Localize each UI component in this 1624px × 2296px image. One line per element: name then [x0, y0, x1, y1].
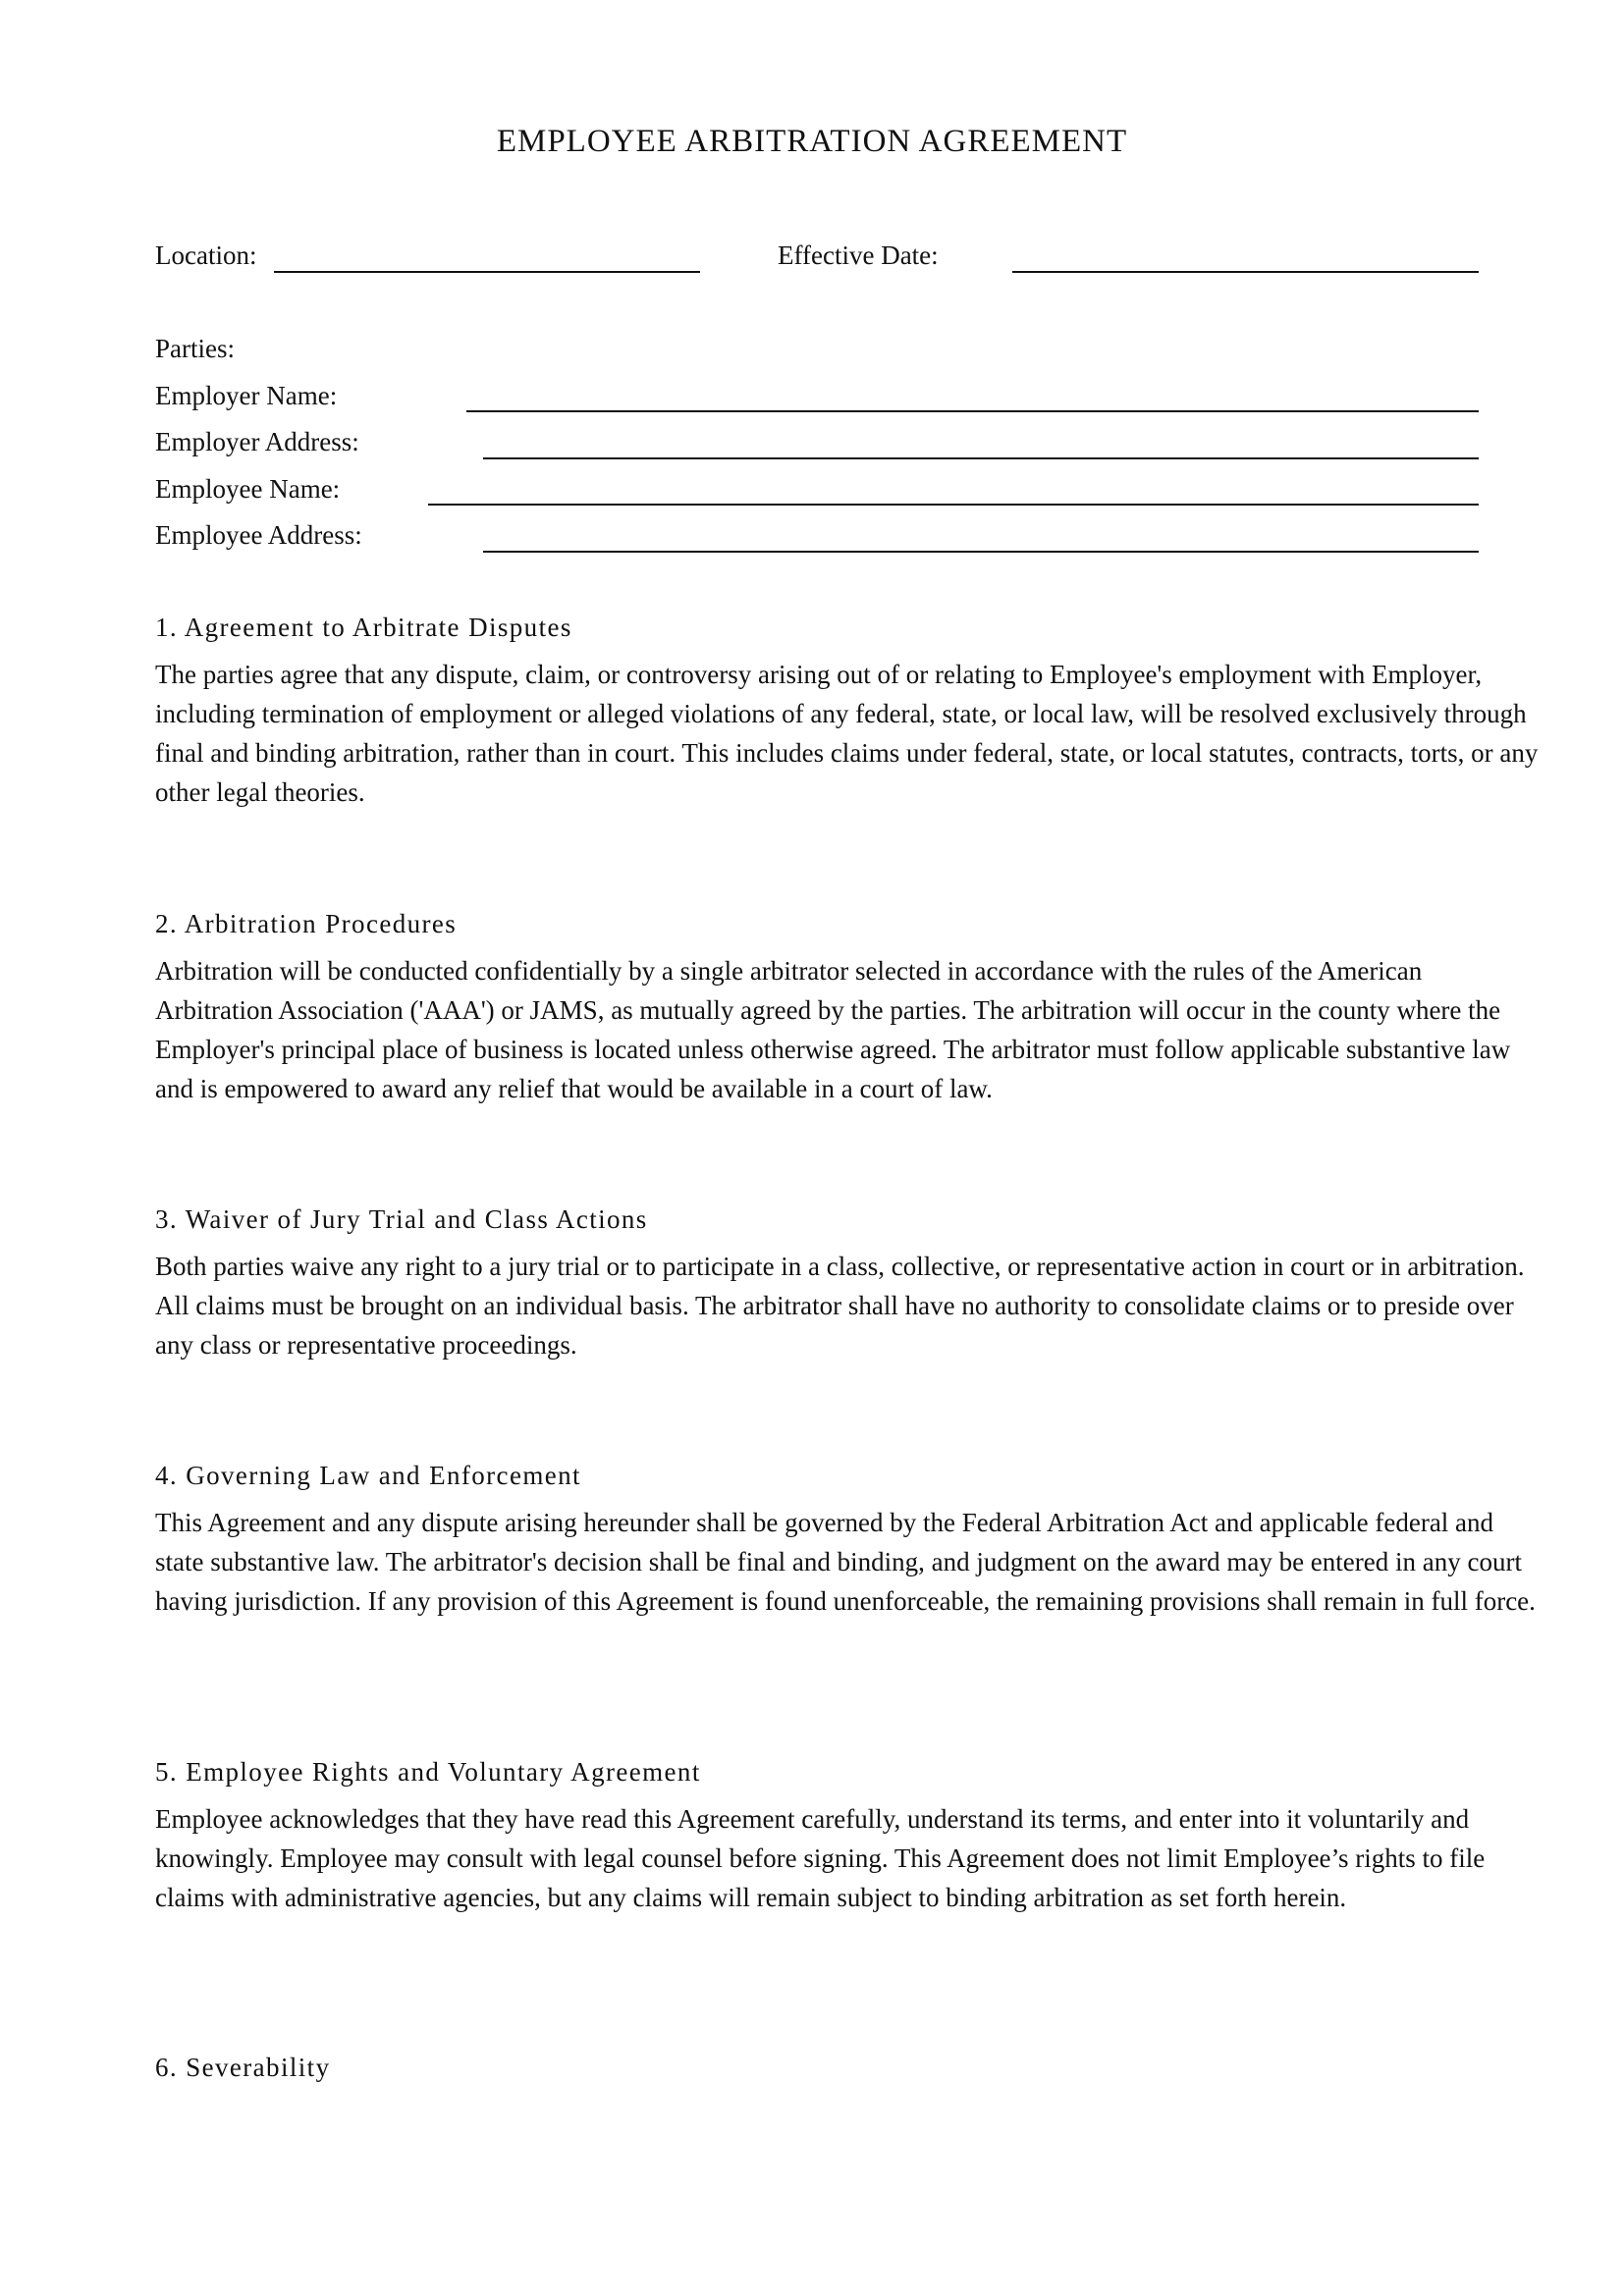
parties-heading: Parties: [155, 334, 235, 363]
section-heading: 4. Governing Law and Enforcement [155, 1461, 581, 1490]
location-label: Location: [155, 240, 257, 270]
section-body: This Agreement and any dispute arising hereunder shall be governed by the Federal Arbitration Act and applicable federal and state substantive law. The arbitrator's decision shall be final and binding, and judgment on the award may be entered in any court having jurisdiction. If any provision of this Agreement is found unenforceable, the remaining provisions shall remain in full force. [155, 1508, 1536, 1616]
section-heading: 2. Arbitration Procedures [155, 909, 458, 938]
section-body: Both parties waive any right to a jury trial or to participate in a class, collective, or representative action in court or in arbitration. All claims must be brought on an individual basis. The arbitrator shall have no authority to consolidate claims or to preside over any class or representative proceedings. [155, 1252, 1525, 1360]
location-field[interactable] [274, 271, 700, 273]
section-body: The parties agree that any dispute, claim, or controversy arising out of or relating to Employee's employment with Employer, including termination of employment or alleged violations of any federal, state, or local law, will be resolved exclusively through final and binding arbitration, rather than in court. This includes claims under federal, state, or local statutes, contracts, torts, or any other legal theories. [155, 660, 1539, 807]
employer-address-field[interactable] [483, 457, 1479, 459]
employee-name-label: Employee Name: [155, 474, 341, 504]
employee-name-field[interactable] [428, 504, 1479, 506]
employer-address-label: Employer Address: [155, 427, 359, 456]
employer-name-field[interactable] [466, 410, 1479, 412]
document-title: EMPLOYEE ARBITRATION AGREEMENT [496, 124, 1128, 159]
section-heading: 1. Agreement to Arbitrate Disputes [155, 613, 572, 642]
employee-address-field[interactable] [483, 551, 1479, 553]
employer-name-label: Employer Name: [155, 381, 338, 410]
effective-date-label: Effective Date: [778, 240, 939, 270]
section-heading: 5. Employee Rights and Voluntary Agreement [155, 1757, 701, 1787]
section-body: Arbitration will be conducted confidentially by a single arbitrator selected in accordance with the rules of the American Arbitration Association ('AAA') or JAMS, as mutually agreed by the parties. The arbitration will occur in the county where the Employer's principal place of business is located unless otherwise agreed. The arbitrator must follow applicable substantive law and is empowered to award any relief that would be available in a court of law. [155, 956, 1511, 1103]
section-body: Employee acknowledges that they have read this Agreement carefully, understand its terms, and enter into it voluntarily and knowingly. Employee may consult with legal counsel before signing. This Agreement does not limit Employee’s rights to file claims with administrative agencies, but any claims will remain subject to binding arbitration as set forth herein. [155, 1804, 1486, 1912]
employee-address-label: Employee Address: [155, 520, 362, 550]
section-heading: 3. Waiver of Jury Trial and Class Actions [155, 1204, 648, 1234]
effective-date-field[interactable] [1012, 271, 1479, 273]
section-heading: 6. Severability [155, 2053, 331, 2082]
